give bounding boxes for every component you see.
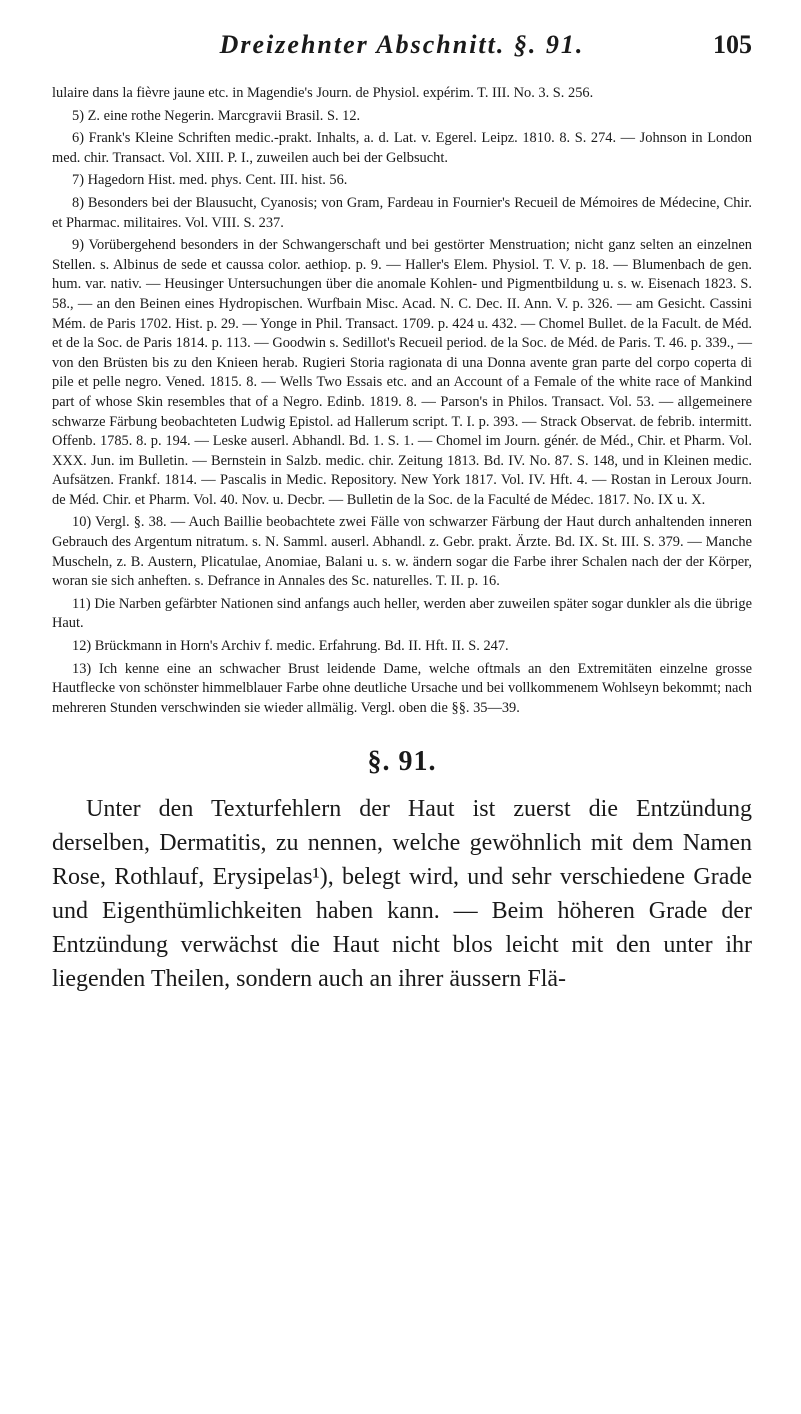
running-header (52, 30, 752, 80)
footnote-9: 9) Vorübergehend besonders in der Schwangerschaft und bei gestörter Menstruation; nicht ganz selten an einzelnen Stellen. s. Albinus de sede et caussa color. aethiop. p. 9. — Haller's Elem. Physiol. T. V. p. 18. — Blumenbach de gen. hum. var. nativ. — Heusinger Untersuchungen über die anomale Kohlen- und Pigmentbildung u. s. w. Eisenach 1823. S. 58., — an den Beinen eines Hydropischen. Wurfbain Misc. Acad. N. C. Dec. II. Ann. V. p. 326. — am Gesicht. Cassini Mém. de Paris 1702. Hist. p. 29. — Yonge in Phil. Transact. 1709. p. 424 u. 432. — Chomel Bullet. de la Facult. de Méd. et de la Soc. de Paris 1814. p. 113. — Goodwin s. Sedillot's Recueil period. de la Soc. de Méd. de Paris. T. 46. p. 339., — von den Brüsten bis zu den Knieen herab. Rugieri Storia ragionata di una Donna avente gran parte del corpo coperta di pile et pelle negro. Vened. 1815. 8. — Wells Two Essais etc. and an Account of a Female of the white race of Mankind part of whose Skin resembles that of a Negro. Edinb. 1819. 8. — Parson's in Philos. Transact. Vol. 53. — allgemeinere schwarze Färbung beobachteten Ludwig Epistol. ad Hallerum script. T. I. p. 393. — Strack Observat. de febrib. intermitt. Offenb. 1785. 8. p. 194. — Leske auserl. Abhandl. Bd. 1. S. 1. — Chomel im Journ. génér. de Méd., Chir. et Pharm. Vol. XXX. Jun. im Bulletin. — Bernstein in Salzb. medic. chir. Zeitung 1813. Bd. IV. No. 87. S. 148, und in Kleinen medic. Aufsätzen. Frankf. 1814. — Pascalis in Medic. Repository. New York 1817. Vol. IV. Hft. 4. — Rostan in Leroux Journ. de Méd. Chir. et Pharm. Vol. 40. Nov. u. Decbr. — Bulletin de la Soc. de la Faculté de Médec. 1817. No. IX u. X. (52, 237, 752, 508)
footnote-12: 12) Brückmann in Horn's Archiv f. medic. Erfahrung. Bd. II. Hft. II. S. 247. (72, 638, 509, 655)
footnote-5: 5) Z. eine rothe Negerin. Marcgravii Brasil. S. 12. (72, 107, 361, 124)
footnotes (52, 84, 752, 718)
footnote-8: 8) Besonders bei der Blausucht, Cyanosis; von Gram, Fardeau in Fournier's Recueil de Mémoires de Médecine, Chir. et Pharmac. militaires. Vol. VIII. S. 237. (52, 194, 752, 231)
book-page (52, 30, 752, 996)
body-paragraph: Unter den Texturfehlern der Haut ist zuerst die Entzündung derselben, Dermatitis, zu nennen, welche gewöhnlich mit dem Namen Rose, Rothlauf, Erysipelas¹), belegt wird, und sehr verschiedene Grade und Eigenthümlichkeiten haben kann. — Beim höheren Grade der Entzündung verwächst die Haut nicht blos leicht mit den unter ihr liegenden Theilen, sondern auch an ihrer äussern Flä- (52, 796, 752, 993)
running-title: Dreizehnter Abschnitt. §. 91. (219, 30, 585, 59)
footnote-continued: lulaire dans la fièvre jaune etc. in Magendie's Journ. de Physiol. expérim. T. III. No. 3. S. 256. (52, 85, 594, 101)
footnote-7: 7) Hagedorn Hist. med. phys. Cent. III. hist. 56. (72, 172, 348, 189)
footnote-6: 6) Frank's Kleine Schriften medic.-prakt. Inhalts, a. d. Lat. v. Egerel. Leipz. 1810. 8. S. 274. — Johnson in London med. chir. Transact. Vol. XIII. P. I., zuweilen auch bei der Gelbsucht. (52, 130, 752, 166)
section-heading: §. 91. (367, 746, 437, 778)
footnote-10: 10) Vergl. §. 38. — Auch Baillie beobachtete zwei Fälle von schwarzer Färbung der Haut durch anhaltenden inneren Gebrauch des Argentum nitratum. s. N. Samml. auserl. Abhandl. z. Gebr. prakt. Ärzte. Bd. IX. St. III. S. 379. — Manche Muscheln, z. B. Austern, Plicatulae, Anomiae, Balani u. s. w. ändern sogar die Farbe ihrer Schalen nach der der Körper, woran sie sich anheften. s. Defrance in Annales des Sc. naturelles. T. II. p. 16. (52, 514, 752, 590)
footnote-11: 11) Die Narben gefärbter Nationen sind anfangs auch heller, werden aber zuweilen später sogar dunkler als die übrige Haut. (52, 595, 752, 632)
footnote-13: 13) Ich kenne eine an schwacher Brust leidende Dame, welche oftmals an den Extremitäten einzelne grosse Hautflecke von schönster himmelblauer Farbe ohne deutliche Ursache und bei vollkommenem Wohlseyn bekommt; nach mehreren Stunden verschwinden sie wieder allmälig. Vergl. oben die §§. 35—39. (52, 660, 752, 716)
page-number: 105 (713, 30, 752, 59)
